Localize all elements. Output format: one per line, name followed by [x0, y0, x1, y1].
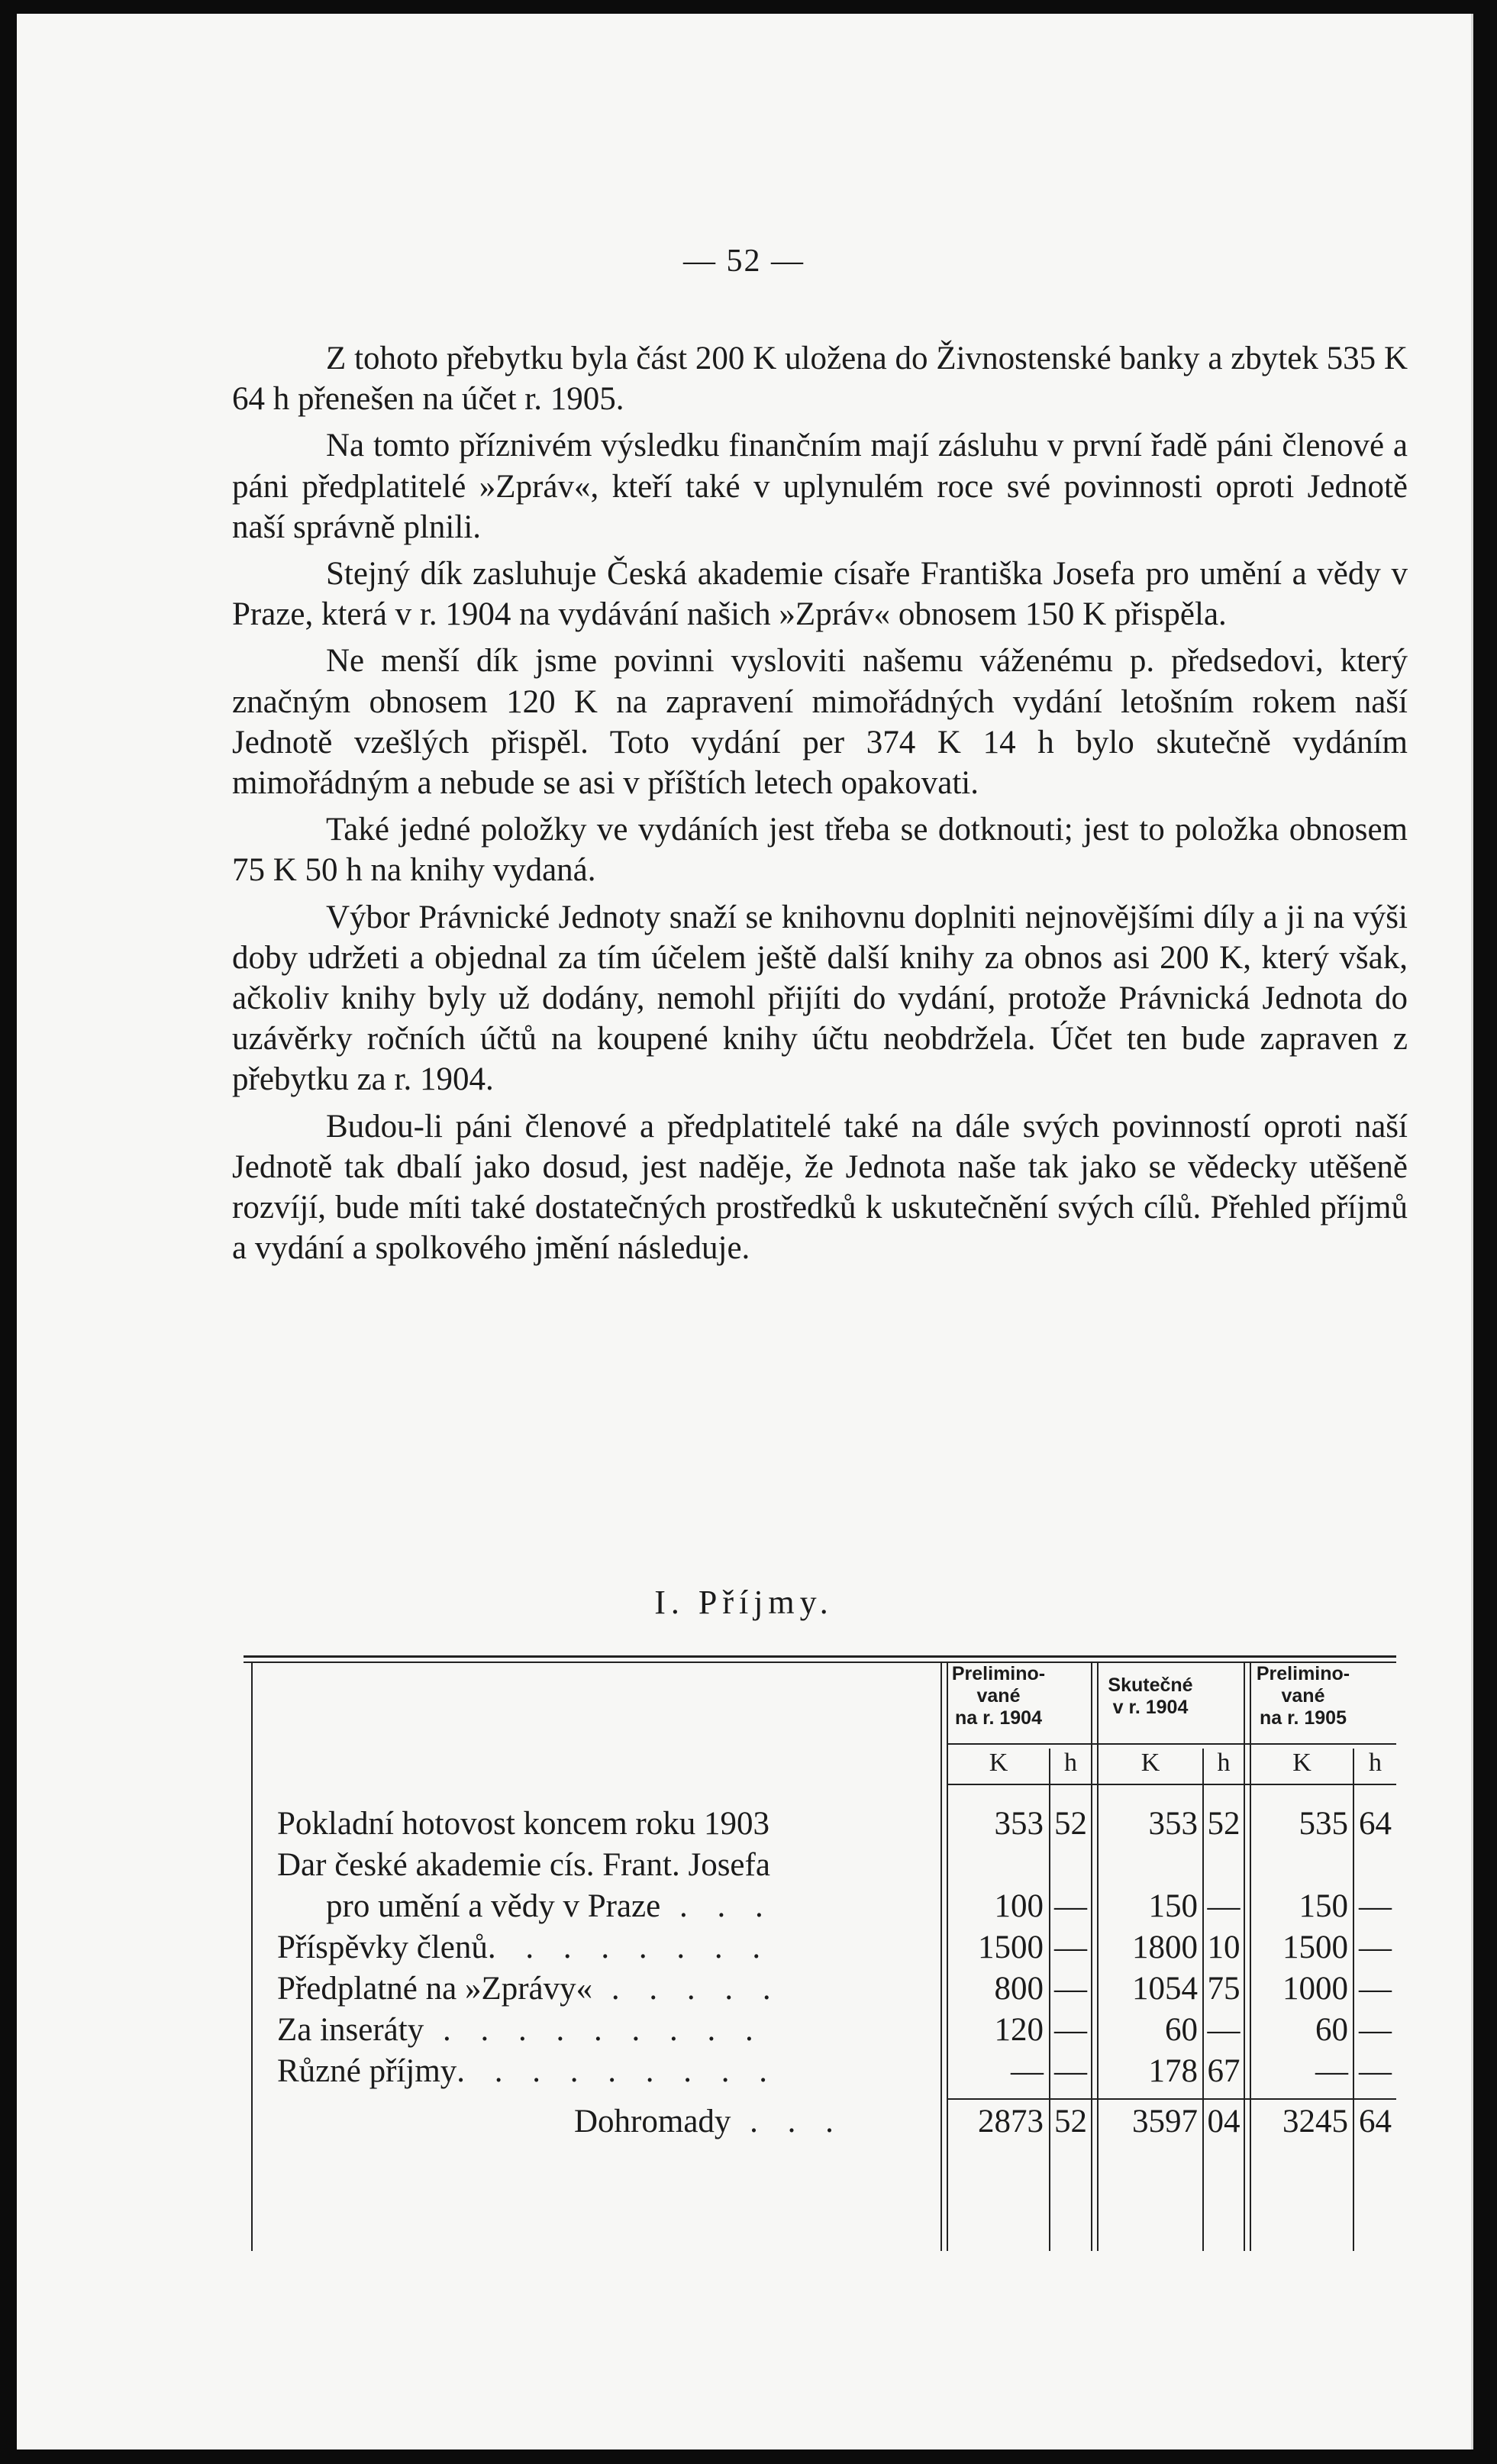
column-heading-line: Prelimino- [1256, 1663, 1350, 1684]
table-row [234, 2011, 1399, 2054]
value-h: 52 [1054, 1806, 1087, 1842]
total-value-h: 04 [1207, 2104, 1241, 2139]
unit-label-h: h [1217, 1749, 1231, 1777]
page-number: — 52 — [683, 244, 805, 279]
paragraph: Na tomto příznivém výsledku finančním mají zásluhu v první řadě páni členové a páni předplatitelé »Zpráv«, kteří také v uplynulém roce své povinnosti oproti Jednotě naší správně plnili. [232, 428, 1408, 545]
value-k: 353 [994, 1806, 1044, 1842]
value-h: 10 [1207, 1930, 1241, 1965]
row-label: pro umění a vědy v Praze [326, 1888, 661, 1924]
value-h: 75 [1207, 1971, 1241, 2007]
column-heading-line: Prelimino- [951, 1663, 1046, 1684]
value-k: 60 [1315, 2012, 1348, 2048]
total-value-k: 2873 [978, 2104, 1044, 2139]
table-row [234, 1970, 1399, 2013]
unit-label-h: h [1369, 1749, 1382, 1777]
paragraph: Výbor Právnické Jednoty snaží se knihovnu doplniti nejnovějšími díly a ji na výši doby udržeti a objednal za tím účelem ještě další knihy za obnos asi 200 K, který však, ačkoliv knihy byly už dodány, nemohl přijíti do vydání, protože Právnická Jednota do uzávěrky ročních účtů na koupené knihy účtu neobdržela. Účet ten bude zapraven z přebytku za r. 1904. [232, 899, 1408, 1098]
column-heading-line: Skutečné [1108, 1674, 1193, 1696]
value-k: 100 [994, 1888, 1044, 1924]
value-h: — [1359, 1930, 1392, 1965]
value-k: 1500 [978, 1930, 1044, 1965]
value-k: 60 [1165, 2012, 1198, 2048]
value-h: 64 [1359, 1806, 1392, 1842]
column-heading [948, 1663, 1049, 1729]
value-h: 52 [1207, 1806, 1241, 1842]
value-k: 353 [1148, 1806, 1198, 1842]
paragraph: Stejný dík zasluhuje Česká akademie císaře Františka Josefa pro umění a vědy v Praze, která v r. 1904 na vydávání našich »Zpráv« obnosem 150 K přispěla. [232, 556, 1408, 633]
body-text [232, 338, 1408, 1274]
row-label: Pokladní hotovost koncem roku 1903 [277, 1806, 769, 1842]
column-heading-line: vané [976, 1685, 1021, 1707]
value-h: — [1054, 1930, 1087, 1965]
table-row [234, 1888, 1399, 1930]
value-h: — [1207, 2012, 1241, 2048]
value-h: — [1359, 1971, 1392, 2007]
leader-dots: . . . [660, 1888, 774, 1924]
value-k: 178 [1148, 2053, 1198, 2089]
row-label: Za inseráty [277, 2012, 424, 2048]
paragraph: Z tohoto přebytku byla část 200 K uložena do Živnostenské banky a zbytek 535 K 64 h přenešen na účet r. 1905. [232, 341, 1408, 418]
paragraph: Ne menší dík jsme povinni vysloviti našemu váženému p. předsedovi, který značným obnosem 120 K na zapravení mimořádných vydání letošním rokem naší Jednotě vzešlých přispěl. Toto vydání per 374 K 14 h bylo skutečně vydáním mimořádným a nebude se asi v příštích letech opakovati. [232, 643, 1408, 802]
column-heading [1251, 1663, 1355, 1729]
value-k: 1800 [1132, 1930, 1198, 1965]
unit-label-k: K [1292, 1749, 1311, 1777]
total-value-k: 3245 [1282, 2104, 1348, 2139]
table-row [234, 2052, 1399, 2095]
header-rule [947, 1743, 1396, 1745]
table-row [234, 1805, 1399, 1848]
total-value-k: 3597 [1132, 2104, 1198, 2139]
value-k: 1054 [1132, 1971, 1198, 2007]
leader-dots: . . . . . [592, 1971, 782, 2007]
unit-label-h: h [1064, 1749, 1077, 1777]
total-label: Dohromady [574, 2104, 731, 2139]
value-h: — [1054, 2053, 1087, 2089]
value-h: — [1359, 1888, 1392, 1924]
value-k: 150 [1299, 1888, 1348, 1924]
row-label: Předplatné na »Zprávy« [277, 1971, 593, 2007]
table-top-rule [244, 1655, 1396, 1658]
scanned-page [17, 14, 1473, 2449]
section-heading: I. Příjmy. [654, 1584, 834, 1621]
total-value-h: 64 [1359, 2104, 1392, 2139]
value-h: — [1054, 1971, 1087, 2007]
leader-dots: . . . . . . . . . [457, 2053, 779, 2089]
column-heading-line: na r. 1905 [1260, 1707, 1347, 1729]
unit-label-k: K [1140, 1749, 1160, 1777]
paragraph: Budou-li páni členové a předplatitelé také na dále svých povinností oproti naší Jednotě tak dbalí jako dosud, jest naděje, že Jednota naše tak jako se vědecky utěšeně rozvíjí, bude míti také dostatečných prostředků k uskutečnění svých cílů. Přehled příjmů a vydání a spolkového jmění následuje. [232, 1108, 1408, 1267]
column-heading-line: v r. 1904 [1112, 1697, 1189, 1718]
value-k: — [1011, 2053, 1044, 2089]
column-heading [1099, 1674, 1202, 1719]
leader-dots: . . . . . . . . [487, 1930, 772, 1965]
value-k: 800 [994, 1971, 1044, 2007]
total-value-h: 52 [1054, 2104, 1087, 2139]
table-row [234, 1929, 1399, 1972]
value-k: 1000 [1282, 1971, 1348, 2007]
income-table [234, 1655, 1399, 2251]
paragraph: Také jedné položky ve vydáních jest třeba se dotknouti; jest to položka obnosem 75 K 50 h na knihy vydaná. [232, 812, 1408, 889]
table-top-rule [244, 1662, 1396, 1663]
value-h: — [1359, 2012, 1392, 2048]
row-label: Příspěvky členů [277, 1930, 488, 1965]
total-row [234, 2103, 1399, 2146]
column-heading-line: na r. 1904 [955, 1707, 1042, 1729]
value-h: — [1054, 1888, 1087, 1924]
value-k: 1500 [1282, 1930, 1348, 1965]
value-h: — [1054, 2012, 1087, 2048]
unit-label-k: K [989, 1749, 1008, 1777]
column-heading-line: vané [1281, 1685, 1325, 1707]
value-h: — [1359, 2053, 1392, 2089]
header-rule [947, 1784, 1396, 1785]
table-row [234, 1846, 1399, 1889]
value-h: 67 [1207, 2053, 1241, 2089]
value-k: 120 [994, 2012, 1044, 2048]
leader-dots: . . . [731, 2104, 844, 2139]
row-label: Různé příjmy [277, 2053, 457, 2089]
leader-dots: . . . . . . . . . [424, 2012, 764, 2048]
value-h: — [1207, 1888, 1241, 1924]
value-k: 150 [1148, 1888, 1198, 1924]
value-k: 535 [1299, 1806, 1348, 1842]
row-label: Dar české akademie cís. Frant. Josefa [277, 1847, 770, 1883]
value-k: — [1315, 2053, 1348, 2089]
total-rule [947, 2098, 1396, 2100]
